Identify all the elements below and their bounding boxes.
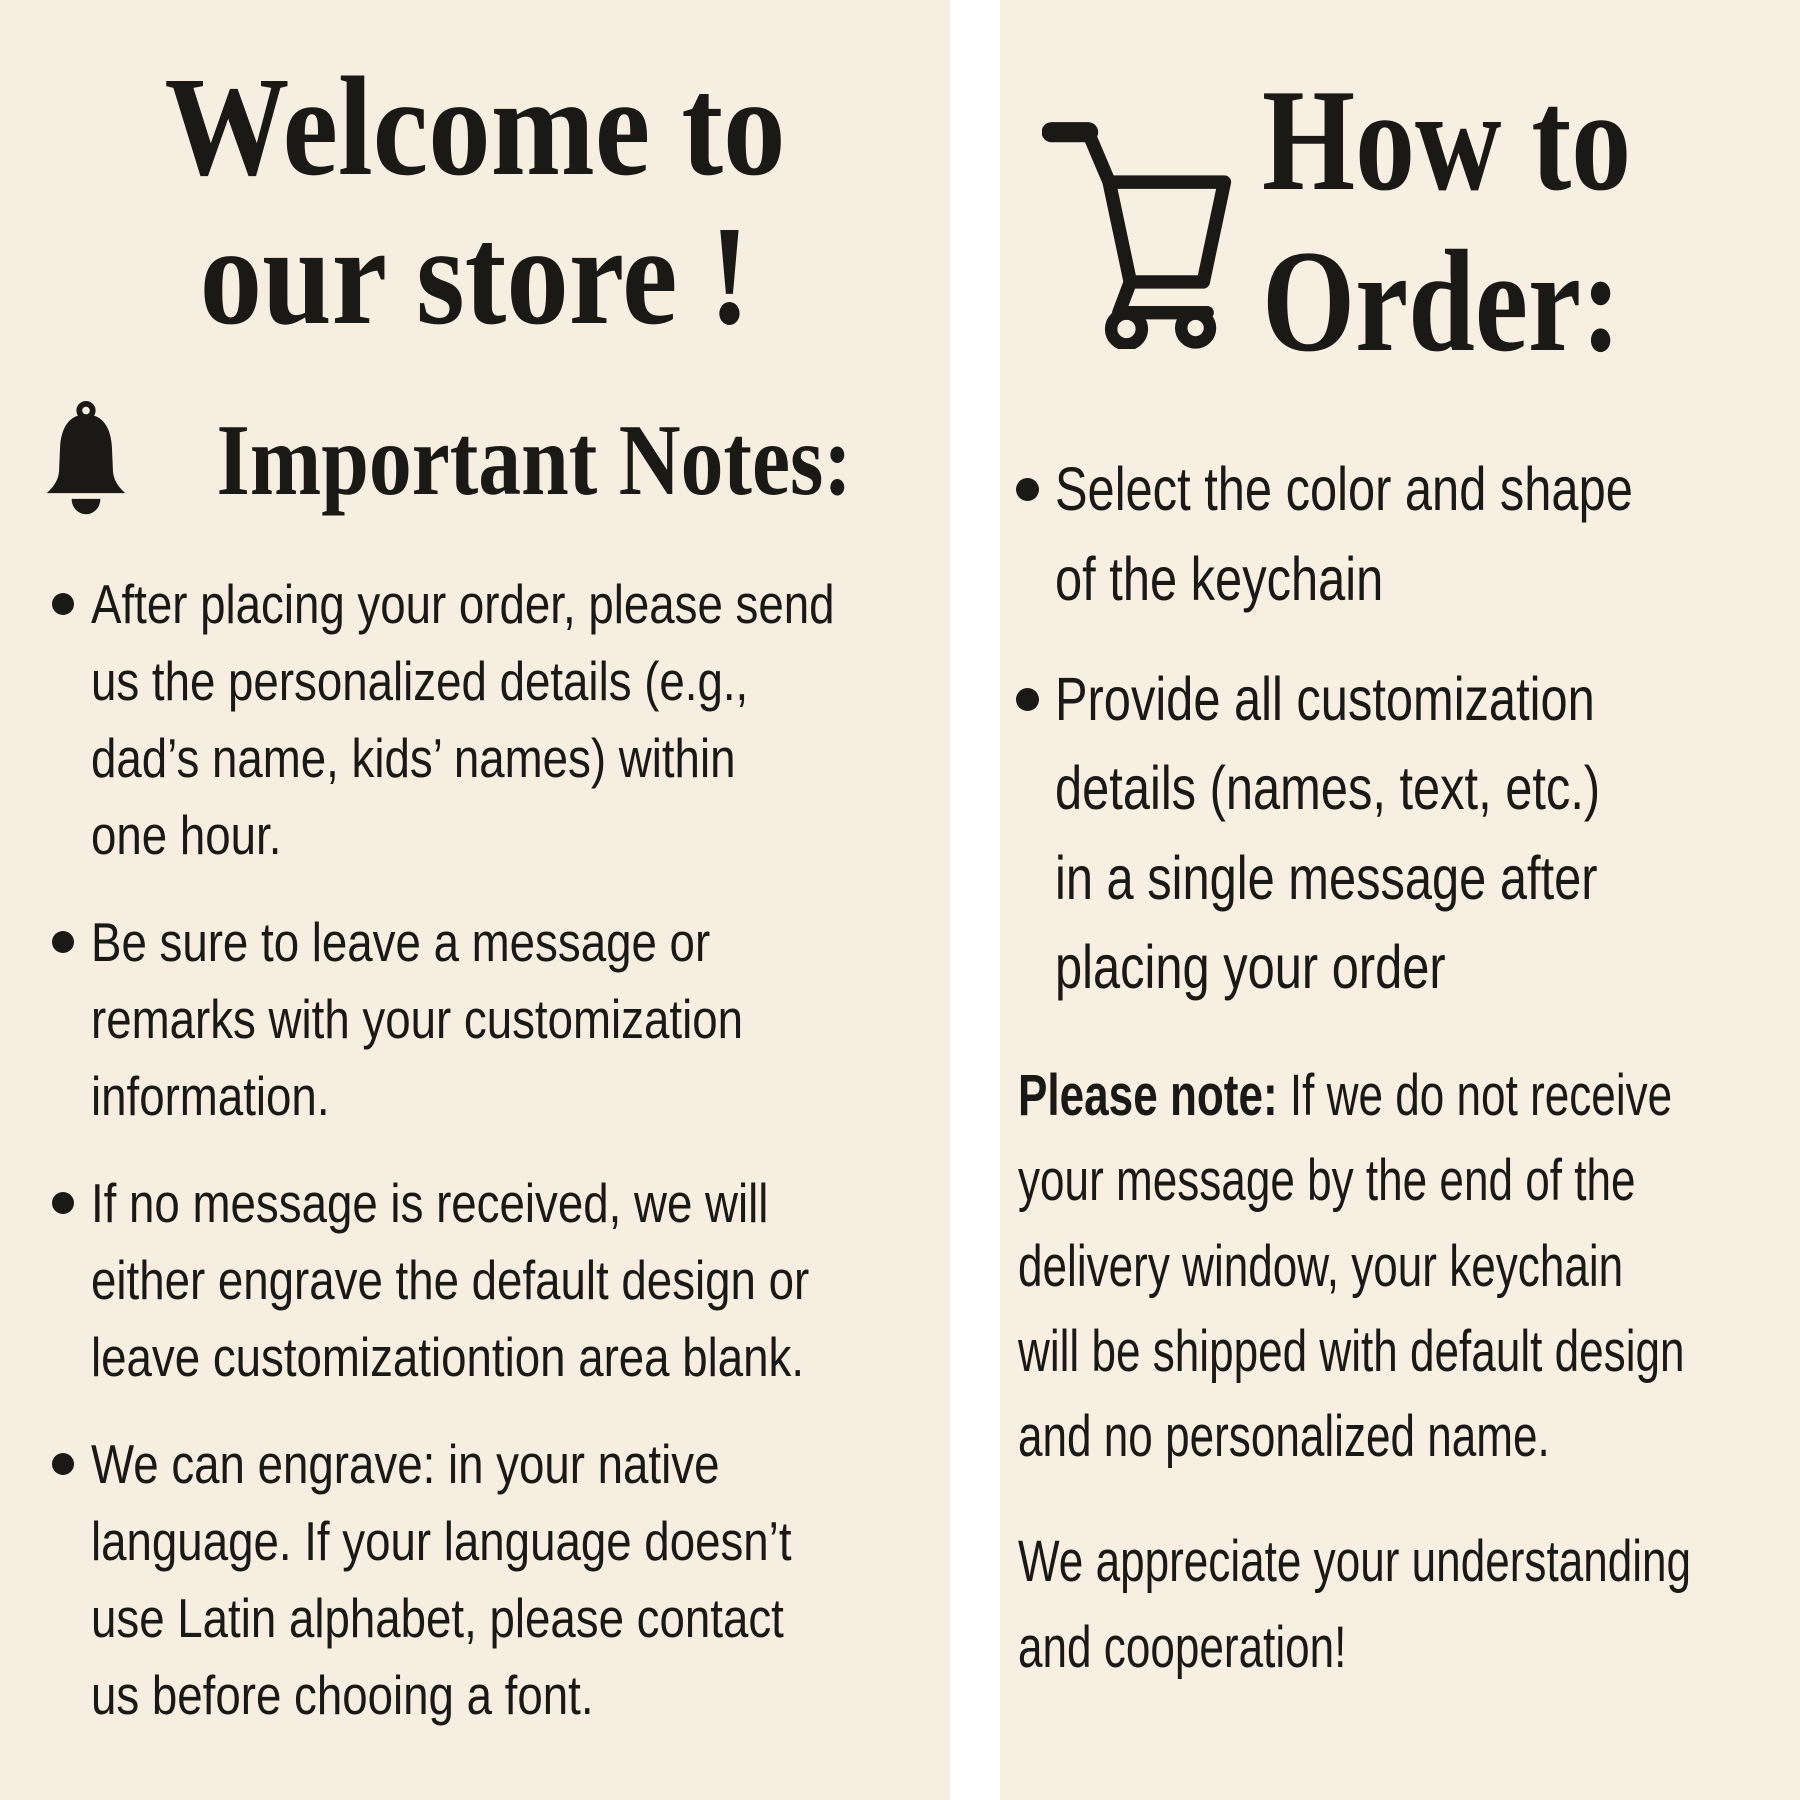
bullet-dot [1016, 688, 1039, 711]
text-line: placing your order [1055, 933, 1446, 1002]
closing-paragraph [1018, 1519, 1794, 1690]
bullet-dot [1016, 478, 1039, 501]
text-line: information. [91, 1065, 330, 1128]
bullet-item [52, 1165, 936, 1396]
note-first-line-rest: If we do not receive [1277, 1063, 1673, 1129]
bell-icon [38, 400, 134, 520]
bullet-dot [52, 931, 74, 953]
text-line: How to [1262, 59, 1632, 221]
bullet-item [52, 566, 936, 874]
text-line: Be sure to leave a message or [91, 911, 711, 974]
text-line: use Latin alphabet, please contact [91, 1587, 784, 1650]
important-notes-heading [156, 402, 912, 519]
bullet-item [52, 1426, 936, 1734]
bullet-dot [52, 1192, 74, 1214]
text-line: remarks with your customization [91, 988, 743, 1051]
text-line: and no personalized name. [1018, 1404, 1550, 1470]
please-note-label: Please note: [1018, 1063, 1278, 1129]
bullet-text [91, 904, 877, 1135]
welcome-title [0, 0, 950, 355]
text-line [1018, 1053, 1673, 1138]
how-to-order-panel [1000, 0, 1800, 1800]
text-line: If no message is received, we will [91, 1172, 769, 1235]
panel-divider [950, 0, 1000, 1800]
note-lines [1018, 1138, 1794, 1479]
text-line: dad’s name, kids’ names) within [91, 727, 736, 790]
bullet-dot [52, 593, 74, 615]
order-steps-list [1016, 445, 1794, 1013]
text-line: and cooperation! [1018, 1614, 1347, 1680]
bullet-item [1016, 445, 1794, 624]
please-note-paragraph [1018, 1053, 1794, 1479]
bullet-text [91, 1426, 935, 1734]
text-line: After placing your order, please send [91, 573, 835, 636]
text-line: one hour. [91, 804, 282, 867]
text-line: We appreciate your understanding [1018, 1529, 1692, 1595]
text-line: Welcome to [164, 47, 786, 205]
text-line: delivery window, your keychain [1018, 1233, 1624, 1299]
text-line: Order: [1262, 219, 1621, 382]
text-line: us the personalized details (e.g., [91, 650, 749, 713]
text-line: in a single message after [1055, 843, 1598, 912]
text-line: our store ! [199, 196, 751, 355]
text-line: will be shipped with default design [1018, 1318, 1685, 1384]
how-to-order-heading-row [1000, 0, 1800, 381]
important-notes-list [52, 566, 936, 1734]
text-line: your message by the end of the [1018, 1148, 1636, 1214]
how-to-order-title [1262, 60, 1712, 381]
bullet-text [91, 566, 987, 874]
bullet-text [1055, 655, 1736, 1014]
heading-text: Important Notes: [216, 403, 852, 517]
bullet-text [91, 1165, 956, 1396]
text-line: either engrave the default design or [91, 1249, 810, 1312]
text-line: Provide all customization [1055, 664, 1595, 733]
text-line: We can engrave: in your native [91, 1433, 720, 1496]
text-line: language. If your language doesn’t [91, 1510, 792, 1573]
text-line: leave customizationtion area blank. [91, 1326, 805, 1389]
shopping-cart-icon [1042, 93, 1234, 349]
text-line: us before chooing a font. [91, 1664, 594, 1727]
important-notes-heading-row [0, 400, 950, 520]
bullet-dot [52, 1453, 74, 1475]
bullet-text [1055, 445, 1777, 624]
text-line: Select the color and shape [1055, 455, 1633, 524]
bullet-item [52, 904, 936, 1135]
text-line: of the keychain [1055, 544, 1384, 613]
text-line: details (names, text, etc.) [1055, 754, 1601, 823]
bullet-item [1016, 655, 1794, 1014]
